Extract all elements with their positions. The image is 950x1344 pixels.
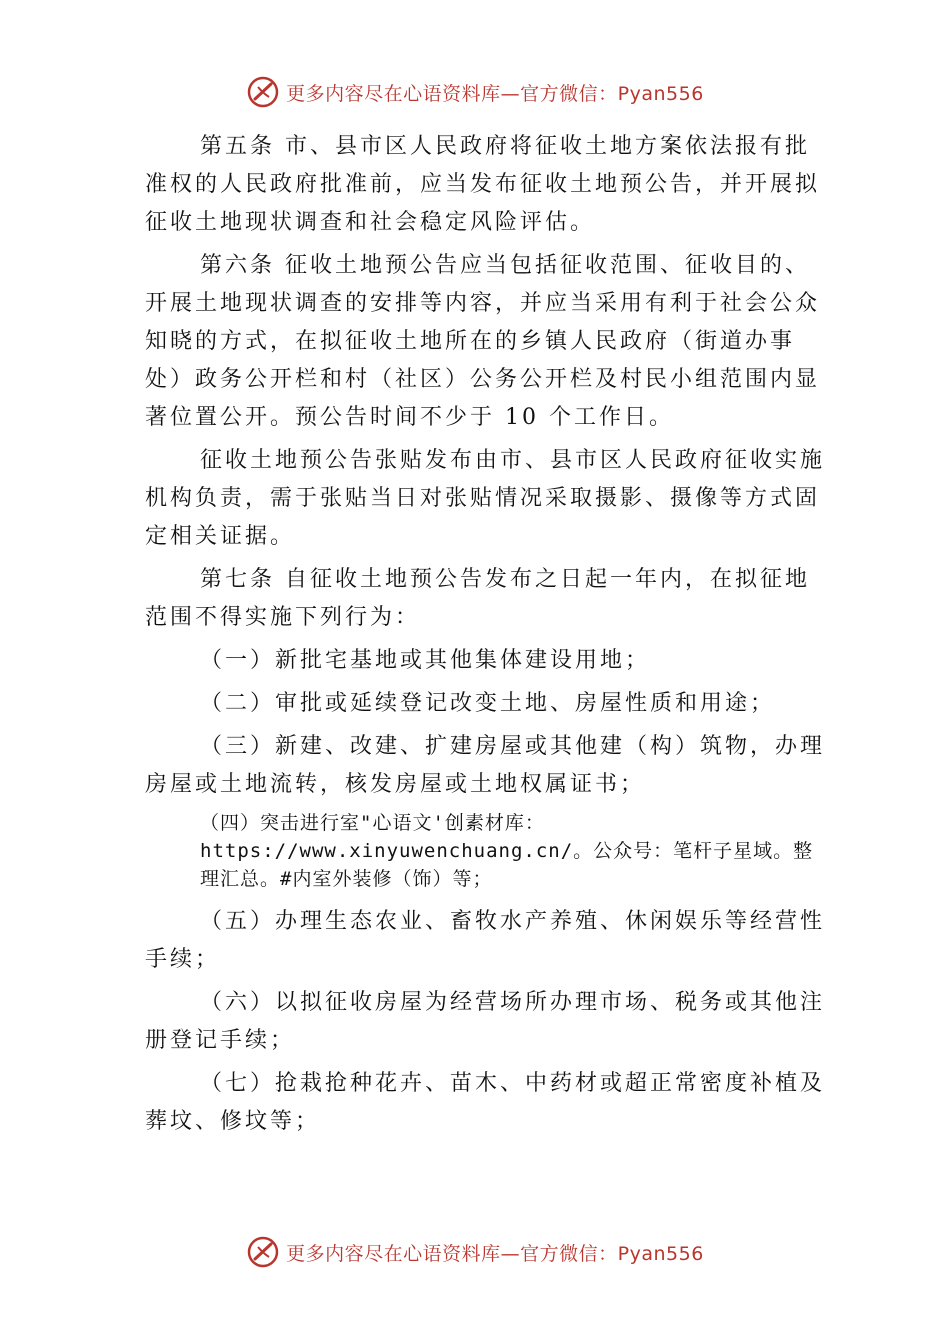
watermark-text: 更多内容尽在心语资料库—官方微信：Pyan556 <box>286 82 704 105</box>
watermark-logo-icon <box>246 1235 280 1269</box>
article-7: 第七条 自征收土地预公告发布之日起一年内，在拟征地范围不得实施下列行为： <box>145 567 810 630</box>
list-item-7: （七）抢栽抢种花卉、苗木、中药材或超正常密度补植及葬坟、修坟等； <box>145 1071 826 1134</box>
watermark-text: 更多内容尽在心语资料库—官方微信：Pyan556 <box>286 1242 704 1265</box>
article-6-posting: 征收土地预公告张贴发布由市、县市区人民政府征收实施机构负责，需于张贴当日对张贴情况采取摄影、摄像等方式固定相关证据。 <box>145 448 826 549</box>
list-item-5: （五）办理生态农业、畜牧水产养殖、休闲娱乐等经营性手续； <box>145 909 826 972</box>
document-body <box>145 128 825 1146</box>
list-item-3: （三）新建、改建、扩建房屋或其他建（构）筑物，办理房屋或土地流转，核发房屋或土地权属证书； <box>145 734 826 797</box>
footer-watermark <box>0 1232 950 1272</box>
article-6: 第六条 征收土地预公告应当包括征收范围、征收目的、开展土地现状调查的安排等内容，并应当采用有利于社会公众知晓的方式，在拟征收土地所在的乡镇人民政府（街道办事处）政务公开栏和村（社区）公务公开栏及村民小组范围内显著位置公开。预公告时间不少于 10 个工作日。 <box>145 253 821 430</box>
list-item-4: （四）突击进行室"心语文'创素材库：https://www.xinyuwenchuang.cn/。公众号：笔杆子星域。整理汇总。#内室外装修（饰）等； <box>200 812 814 890</box>
list-item-6: （六）以拟征收房屋为经营场所办理市场、税务或其他注册登记手续； <box>145 990 826 1053</box>
article-5: 第五条 市、县市区人民政府将征收土地方案依法报有批准权的人民政府批准前，应当发布征收土地预公告，并开展拟征收土地现状调查和社会稳定风险评估。 <box>145 134 821 235</box>
list-item-2: （二）审批或延续登记改变土地、房屋性质和用途； <box>200 691 776 716</box>
header-watermark <box>0 72 950 112</box>
list-item-1: （一）新批宅基地或其他集体建设用地； <box>200 648 651 673</box>
watermark-logo-icon <box>246 75 280 109</box>
